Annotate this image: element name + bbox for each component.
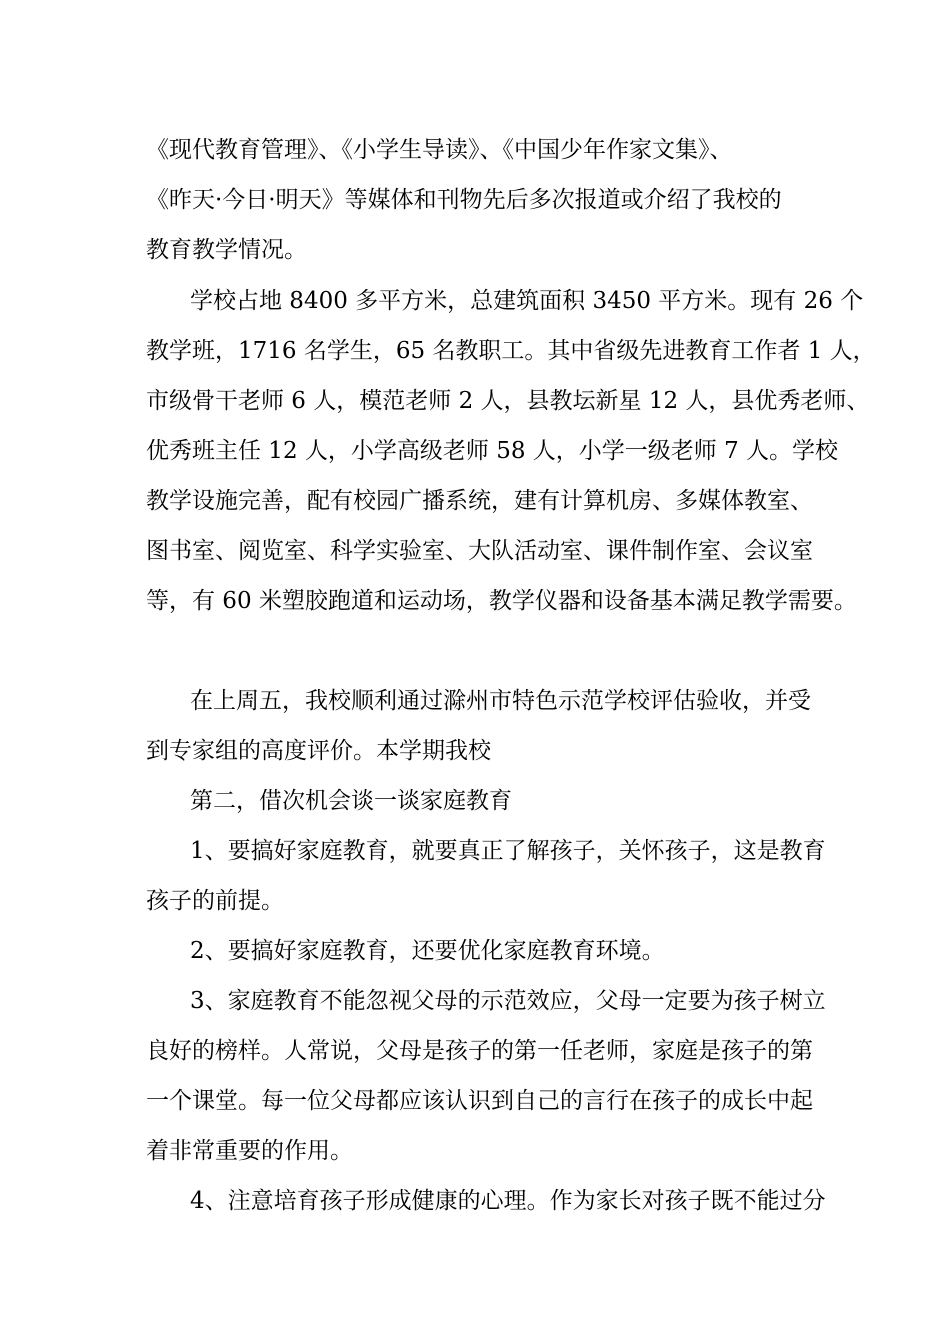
text-line: 一个课堂。每一位父母都应该认识到自己的言行在孩子的成长中起: [146, 1088, 813, 1114]
text-line: 教育教学情况。: [146, 237, 307, 263]
text-line: 《现代教育管理》、《小学生导读》、《中国少年作家文集》、: [146, 137, 733, 163]
text-line: 第二，借次机会谈一谈家庭教育: [190, 788, 512, 814]
text-line: 教学设施完善，配有校园广播系统，建有计算机房、多媒体教室、: [146, 488, 813, 514]
text-line: 1、要搞好家庭教育，就要真正了解孩子，关怀孩子，这是教育: [190, 838, 826, 864]
text-line: 在上周五，我校顺利通过滁州市特色示范学校评估验收，并受: [190, 688, 811, 714]
text-line: 等，有 60 米塑胶跑道和运动场，教学仪器和设备基本满足教学需要。: [146, 588, 857, 614]
text-line: 2、要搞好家庭教育，还要优化家庭教育环境。: [190, 938, 665, 964]
text-line: 图书室、阅览室、科学实验室、大队活动室、课件制作室、会议室: [146, 538, 813, 564]
text-line: 教学班，1716 名学生，65 名教职工。其中省级先进教育工作者 1 人，: [146, 338, 876, 364]
text-line: 3、家庭教育不能忽视父母的示范效应，父母一定要为孩子树立: [190, 988, 826, 1014]
text-line: 市级骨干老师 6 人，模范老师 2 人，县教坛新星 12 人，县优秀老师、: [146, 388, 870, 414]
text-line: 良好的榜样。人常说，父母是孩子的第一任老师，家庭是孩子的第: [146, 1038, 813, 1064]
text-line: 《昨天·今日·明天》等媒体和刊物先后多次报道或介绍了我校的: [146, 187, 782, 213]
text-line: 着非常重要的作用。: [146, 1138, 353, 1164]
text-line: 4、注意培育孩子形成健康的心理。作为家长对孩子既不能过分: [190, 1188, 826, 1214]
text-line: 孩子的前提。: [146, 888, 284, 914]
text-line: 到专家组的高度评价。本学期我校: [146, 738, 491, 764]
text-line: 学校占地 8400 多平方米，总建筑面积 3450 平方米。现有 26 个: [190, 288, 864, 314]
text-line: 优秀班主任 12 人，小学高级老师 58 人，小学一级老师 7 人。学校: [146, 438, 839, 464]
